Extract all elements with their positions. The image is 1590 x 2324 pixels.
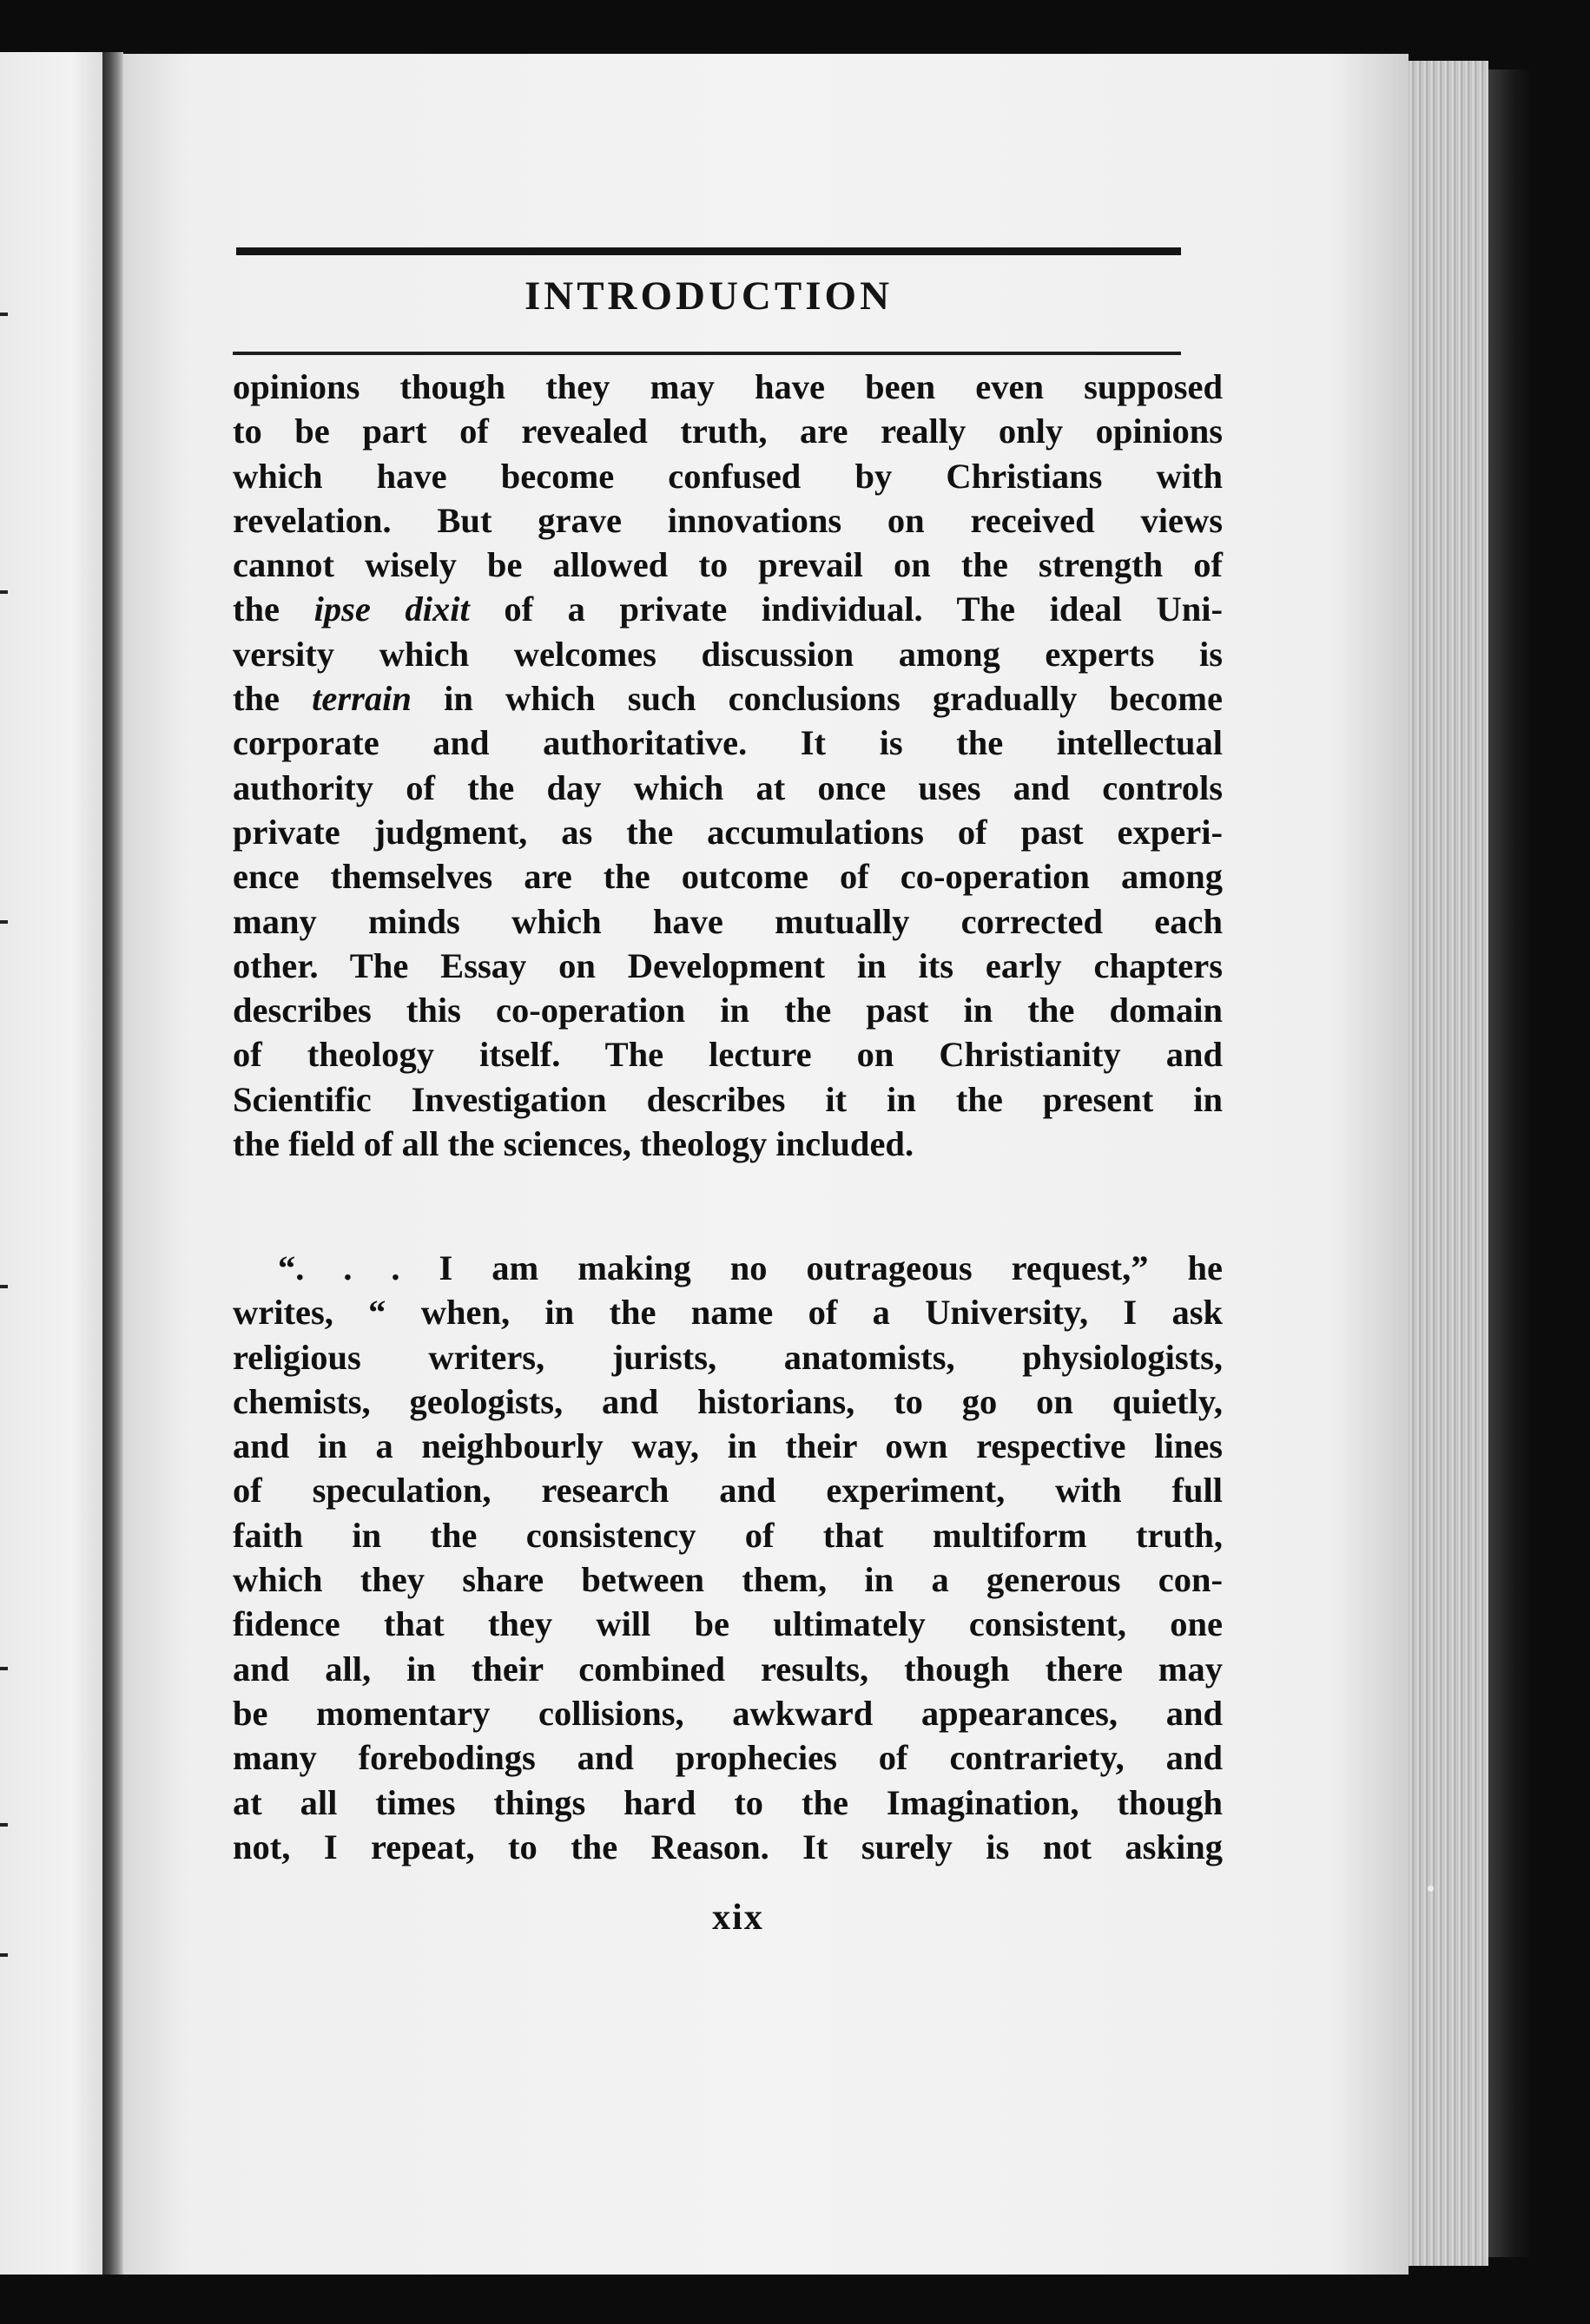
- text-line: and in a neighbourly way, in their own respective lines: [233, 1426, 1223, 1466]
- left-facing-page-edge: [0, 52, 102, 2275]
- text-line: cannot wisely be allowed to prevail on the strength of: [233, 545, 1223, 585]
- book-cover-edge: [1488, 69, 1532, 2257]
- text-line: at all times things hard to the Imagination, though: [233, 1782, 1223, 1822]
- body-paragraph-1: [233, 365, 1223, 1166]
- text-line: describes this co-operation in the past in the domain: [233, 991, 1223, 1030]
- italic-phrase: terrain: [312, 679, 412, 719]
- text-line: to be part of revealed truth, are really only opinions: [233, 411, 1223, 451]
- text-line: versity which welcomes discussion among experts is: [233, 634, 1223, 674]
- text-line: of theology itself. The lecture on Christianity and: [233, 1035, 1223, 1075]
- page-edge-mark: [0, 920, 8, 924]
- text-line: of speculation, research and experiment, with full: [233, 1471, 1223, 1511]
- body-paragraph-2: [233, 1246, 1223, 1869]
- text-line: the terrain in which such conclusions gradually become: [233, 679, 1223, 719]
- text-line: authority of the day which at once uses and controls: [233, 767, 1223, 807]
- text-line: writes, “ when, in the name of a University, I ask: [233, 1293, 1223, 1333]
- page-edge-mark: [0, 313, 8, 316]
- page-edge-mark: [0, 1285, 8, 1288]
- italic-phrase: ipse dixit: [313, 589, 470, 629]
- text-line: and all, in their combined results, though there may: [233, 1649, 1223, 1689]
- book-gutter: [102, 52, 123, 2275]
- text-line: ence themselves are the outcome of co-operation among: [233, 857, 1223, 897]
- text-line: religious writers, jurists, anatomists, physiologists,: [233, 1337, 1223, 1377]
- text-line: “. . . I am making no outrageous request,” he: [278, 1248, 1223, 1287]
- text-line: many minds which have mutually corrected each: [233, 901, 1223, 941]
- text-line: chemists, geologists, and historians, to go on quietly,: [233, 1381, 1223, 1421]
- page-stack-edge: [1409, 61, 1488, 2266]
- page-edge-mark: [0, 590, 8, 594]
- running-head: INTRODUCTION: [524, 273, 894, 319]
- text-line: Scientific Investigation describes it in the present in: [233, 1079, 1223, 1119]
- text-line: revelation. But grave innovations on received views: [233, 500, 1223, 540]
- text-line: other. The Essay on Development in its early chapters: [233, 945, 1223, 985]
- page-edge-mark: [0, 1667, 8, 1670]
- text-line: which they share between them, in a generous con-: [233, 1560, 1223, 1600]
- text-line: opinions though they may have been even supposed: [233, 367, 1223, 406]
- dust-speck: [1428, 1886, 1434, 1892]
- page-number: xix: [712, 1898, 764, 1938]
- text-line: the ipse dixit of a private individual. The ideal Uni-: [233, 589, 1223, 629]
- text-line: which have become confused by Christians with: [233, 456, 1223, 496]
- text-line: corporate and authoritative. It is the intellectual: [233, 723, 1223, 763]
- header-rule-bottom: [233, 352, 1181, 355]
- page-edge-mark: [0, 1953, 8, 1957]
- text-line: many forebodings and prophecies of contrariety, and: [233, 1738, 1223, 1778]
- text-line: faith in the consistency of that multiform truth,: [233, 1515, 1223, 1555]
- text-line: fidence that they will be ultimately consistent, one: [233, 1604, 1223, 1644]
- text-line: not, I repeat, to the Reason. It surely is not asking: [233, 1827, 1223, 1866]
- header-rule-top: [236, 247, 1181, 255]
- text-line: the field of all the sciences, theology included.: [233, 1124, 914, 1164]
- page-edge-mark: [0, 1823, 8, 1827]
- text-line: be momentary collisions, awkward appearances, and: [233, 1693, 1223, 1733]
- text-line: private judgment, as the accumulations of past experi-: [233, 812, 1223, 852]
